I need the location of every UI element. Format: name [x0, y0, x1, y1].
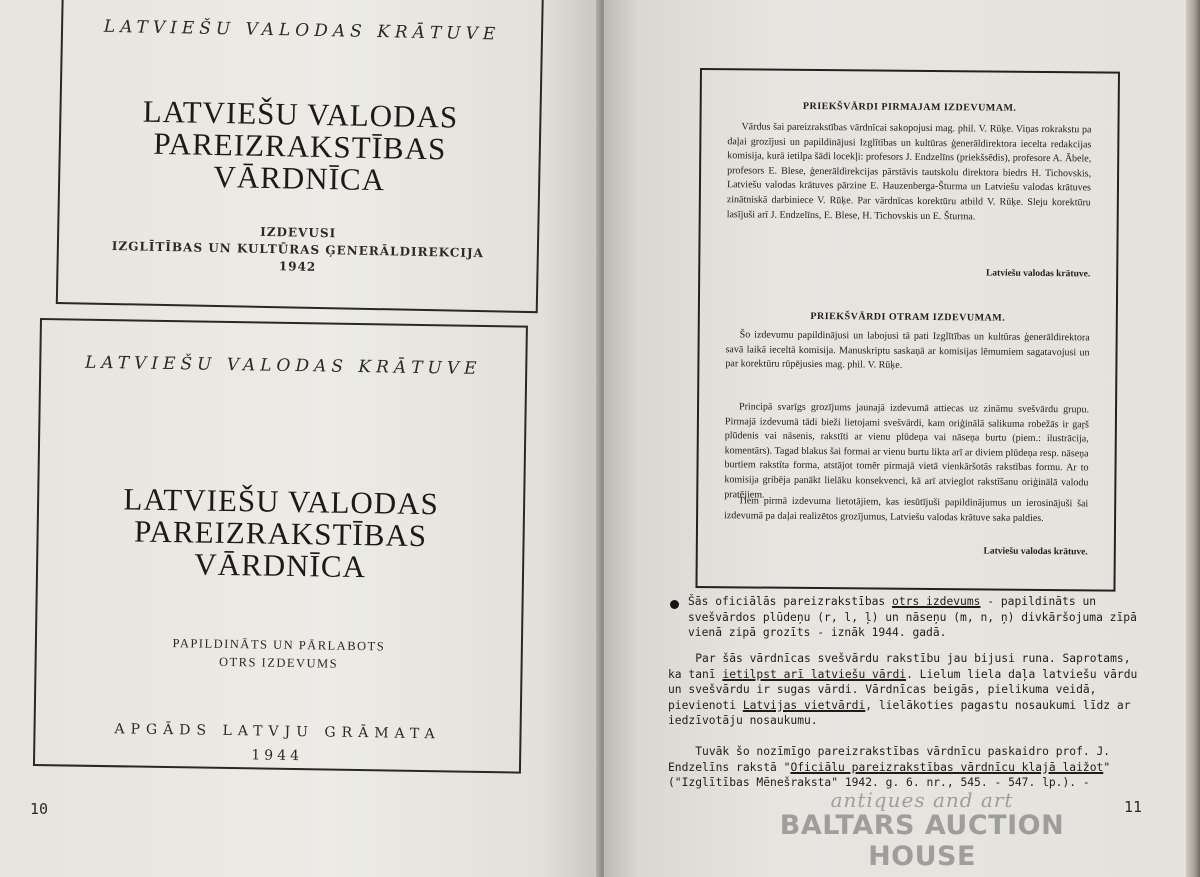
right-page — [604, 0, 1186, 877]
foreword-second-p1: Šo izdevumu papildinājusi un labojusi tā pati Izglītības un kultūras ģenerāldirektora savā laikā ieceltā komisija. Manuskriptu saskaņā ar komisijas lēmumiem sagatavojusi un par korektūru rūpējusies mag. phil. V. Rūķe. — [725, 329, 1090, 371]
underlined-text: Oficiālu pareizrakstības vārdnīcu klajā laižot — [790, 760, 1104, 774]
typewritten-note-2: Par šās vārdnīcas svešvārdu rakstību jau bijusi runa. Saprotams, ka tanī ietilpst arī latviešu vārdi. Lielum liela daļa latviešu vārdu un svešvārdu ir sugas vārdi. Vārdnīcas beigās, pielikuma veidā, pievienoti Latvijas vietvārdi, lielākoties pagastu nosaukumi līdz ar iedzīvotāju nosaukumu. — [668, 652, 1145, 727]
underlined-text: ietilpst arī latviešu vārdi — [722, 667, 907, 681]
publisher-name: APGĀDS LATVJU GRĀMATA — [114, 721, 441, 743]
book-title: LATVIEŠU VALODAS PAREIZRAKSTĪBAS VĀRDNĪCA — [142, 93, 459, 198]
title-page-1942 — [56, 0, 544, 313]
watermark-brand: BALTARS AUCTION HOUSE — [779, 810, 1065, 872]
typewritten-note-3: Tuvāk šo nozīmīgo pareizrakstības vārdnīcu paskaidro prof. J. Endzelīns rakstā "Oficiālu pareizrakstības vārdnīcu klajā laižot" ("Izglītības Mēnešraksta" 1942. g. 6. nr., 545. - 547. lp.). - — [668, 745, 1117, 789]
publication-year: 1944 — [251, 747, 304, 765]
page-number: 10 — [30, 800, 49, 818]
foreword-signature: Latviešu valodas krātuve. — [983, 546, 1088, 558]
book-title: LATVIEŠU VALODAS PAREIZRAKSTĪBAS VĀRDNĪCA — [123, 481, 440, 585]
foreword-signature: Latviešu valodas krātuve. — [985, 268, 1091, 280]
title-page-1944 — [33, 318, 528, 774]
typewritten-note-1: Šās oficiālās pareizrakstības otrs izdevums - papildināts un svešvārdos plūdeņu (r, l, ļ) un nāseņu (m, n, ņ) divkāršojuma zīpā vienā zipā grozīts - iznāk 1944. gadā. — [688, 595, 1144, 639]
bullet-dot-icon — [670, 600, 679, 609]
foreword-heading-second: PRIEKŠVĀRDI OTRAM IZDEVUMAM. — [810, 310, 1006, 324]
underlined-text: Latvijas vietvārdi — [742, 698, 866, 712]
page-number: 11 — [1124, 798, 1143, 816]
foreword-first-text: Vārdus šai pareizrakstības vārdnīcai sakopojusi mag. phil. V. Rūķe. Viņas rokrakstu pa daļai grozījusi un papildinājusi Izglītības un kultūras ģenerāldirektora iecelta redakcijas komisija, kurā ietilpa šādi locekļi: profesors J. Endzelīns (priekšsēdis), profesore A. Ābele, profesors E. Blese, ģenerāldirekcijas pārstāvis tautskolu direktora biedrs H. Tichovskis, Latviešu valodas krātuves pārzine E. Hauzenberga-Šturma un Latviešu valodas krātuves zinātniskā darbiniece V. Rūķe. Par vārdnīcas korektūru atbild V. Rūķe. Sleju korektūru lasījuši arī J. Endzelīns, E. Blese, H. Tichovskis un E. Šturma. — [726, 121, 1092, 222]
series-name: LATVIEŠU VALODAS KRĀTUVE — [103, 16, 501, 45]
edition-info: PAPILDINĀTS UN PĀRLABOTS OTRS IZDEVUMS — [172, 636, 386, 671]
foreword-box — [695, 68, 1120, 592]
publisher-info: IZDEVUSI IZGLĪTĪBAS UN KULTŪRAS ĢENERĀLDIREKCIJA 1942 — [111, 224, 485, 274]
series-name: LATVIEŠU VALODAS KRĀTUVE — [84, 352, 482, 379]
underlined-text: otrs izdevums — [892, 595, 981, 608]
page-stack-edge — [1186, 0, 1200, 877]
watermark-tagline: antiques and art — [830, 788, 1014, 812]
foreword-second-p3: Tiem pirmā izdevuma lietotājiem, kas iesūtījuši papildinājumus un ierosinājuši šai izdevumā pa daļai realizētos grozījumus, Latviešu valodas krātuve saka paldies. — [724, 495, 1089, 524]
foreword-heading-first: PRIEKŠVĀRDI PIRMAJAM IZDEVUMAM. — [802, 100, 1017, 114]
foreword-second-p2: Principā svarīgs grozījums jaunajā izdevumā attiecas uz zināmu svešvārdu grupu. Pirmajā izdevumā tādi bieži lietojami svešvārdi, kam oriģinālā salikuma robežās ir gaŗš plūdenis vai nāsenis, rakstīti ar vienu plūdeņa vai nāseņa burtu (piem.: ilustrācija, komentārs). Tagad blakus šai formai ar vienu burtu likta arī ar diviem plūdeņa resp. nāseņa burtiem rakstīta forma, atstājot tomēr pirmajā vietā vienkāršotās rakstības formu. Ar to komisija gribēja panākt lielāku konsekvenci, kā arī atvieglot rakstīšanu oriģinālā valodu pratējiem. — [724, 401, 1090, 501]
